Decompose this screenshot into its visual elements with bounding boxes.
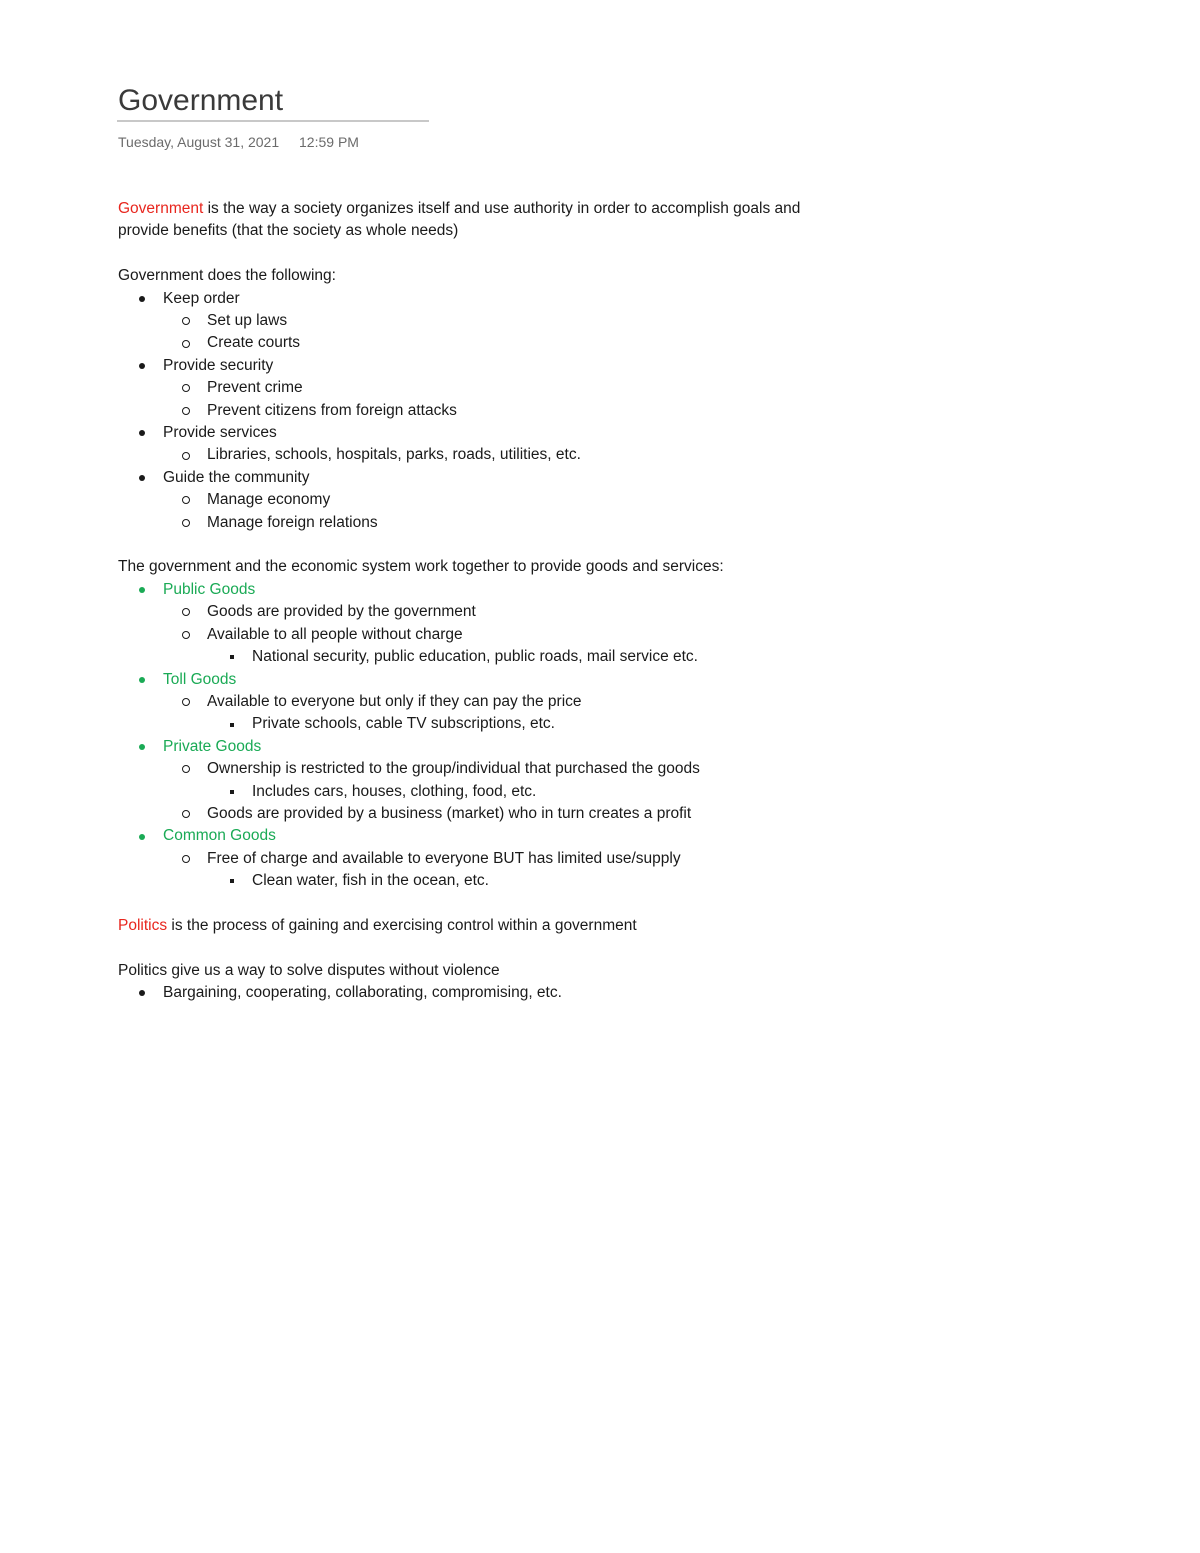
bullet-circle-icon <box>182 340 190 348</box>
function-sublist <box>118 489 878 534</box>
page-date: Tuesday, August 31, 2021 <box>118 134 280 150</box>
goods-detail <box>118 758 878 780</box>
page-time: 12:59 PM <box>299 134 359 150</box>
bullet-dot-icon-wrap <box>139 982 145 1004</box>
goods-type <box>118 736 878 758</box>
bullet-circle-icon-wrap <box>182 512 190 534</box>
bullet-square-icon <box>230 879 234 883</box>
goods-detail-text: Goods are provided by a business (market) who in turn creates a profit <box>207 804 692 822</box>
goods-examples-list <box>118 713 878 735</box>
bullet-circle-icon <box>182 698 190 706</box>
function-subitem <box>118 310 878 332</box>
function-subitem <box>118 332 878 354</box>
bullet-circle-icon <box>182 631 190 639</box>
bullet-dot-icon-wrap <box>139 422 145 444</box>
bullet-dot-icon <box>139 363 145 369</box>
government-term: Government <box>118 200 204 217</box>
function-subitem-text: Create courts <box>207 334 301 352</box>
goods-sublist <box>118 601 878 668</box>
politics-list <box>118 982 878 1004</box>
bullet-circle-icon <box>182 407 190 415</box>
bullet-circle-icon-wrap <box>182 691 190 713</box>
goods-detail-text: Available to all people without charge <box>207 625 463 643</box>
goods-detail <box>118 691 878 713</box>
bullet-dot-icon-wrap <box>139 579 145 601</box>
spacer <box>118 893 878 915</box>
bullet-circle-icon <box>182 855 190 863</box>
goods-type <box>118 579 878 601</box>
politics-item-text: Bargaining, cooperating, collaborating, compromising, etc. <box>163 984 562 1002</box>
bullet-circle-icon <box>182 765 190 773</box>
bullet-circle-icon <box>182 608 190 616</box>
function-subitem-text: Prevent crime <box>207 379 303 397</box>
function-item <box>118 467 878 489</box>
function-item-text: Guide the community <box>163 468 310 486</box>
politics-definition-text: is the process of gaining and exercising control within a government <box>167 916 637 934</box>
goods-type <box>118 825 878 847</box>
bullet-dot-icon-wrap <box>139 467 145 489</box>
bullet-circle-icon-wrap <box>182 758 190 780</box>
bullet-dot-icon-wrap <box>139 736 145 758</box>
bullet-dot-icon-wrap <box>139 288 145 310</box>
bullet-circle-icon-wrap <box>182 624 190 646</box>
goods-example <box>118 781 878 803</box>
bullet-dot-icon <box>139 834 145 840</box>
bullet-dot-icon <box>139 430 145 436</box>
goods-example <box>118 870 878 892</box>
bullet-dot-icon <box>139 677 145 683</box>
goods-example <box>118 713 878 735</box>
bullet-dot-icon <box>139 296 145 302</box>
bullet-dot-icon <box>139 990 145 996</box>
bullet-square-icon-wrap <box>229 781 234 803</box>
bullet-square-icon-wrap <box>229 870 234 892</box>
functions-intro: Government does the following: <box>118 267 336 285</box>
goods-example-text: Private schools, cable TV subscriptions, etc. <box>252 715 555 733</box>
goods-example-text: National security, public education, public roads, mail service etc. <box>252 648 698 666</box>
function-subitem-text: Set up laws <box>207 312 288 330</box>
goods-sublist <box>118 758 878 825</box>
bullet-circle-icon <box>182 317 190 325</box>
politics-intro: Politics give us a way to solve disputes without violence <box>118 961 500 979</box>
bullet-square-icon <box>230 655 234 659</box>
function-sublist <box>118 377 878 422</box>
bullet-circle-icon-wrap <box>182 310 190 332</box>
goods-detail-text: Free of charge and available to everyone BUT has limited use/supply <box>207 849 681 867</box>
function-item <box>118 422 878 444</box>
politics-definition <box>118 915 878 937</box>
goods-detail <box>118 803 878 825</box>
function-item-text: Keep order <box>163 289 240 307</box>
page-timestamp <box>118 132 359 152</box>
page-title: Government <box>118 84 284 117</box>
function-subitem <box>118 444 878 466</box>
government-definition-line-2: provide benefits (that the society as whole needs) <box>118 222 459 240</box>
title-underline <box>117 120 429 122</box>
goods-type-text: Toll Goods <box>163 670 237 688</box>
note-body <box>118 198 878 1005</box>
bullet-circle-icon-wrap <box>182 444 190 466</box>
function-sublist <box>118 310 878 355</box>
function-item-text: Provide security <box>163 356 274 374</box>
bullet-circle-icon-wrap <box>182 803 190 825</box>
function-item <box>118 355 878 377</box>
bullet-circle-icon-wrap <box>182 377 190 399</box>
bullet-circle-icon-wrap <box>182 400 190 422</box>
spacer <box>118 534 878 556</box>
bullet-dot-icon-wrap <box>139 669 145 691</box>
goods-type <box>118 669 878 691</box>
goods-detail-text: Goods are provided by the government <box>207 603 476 621</box>
goods-list <box>118 579 878 893</box>
bullet-circle-icon <box>182 384 190 392</box>
government-definition <box>118 198 878 220</box>
function-item <box>118 288 878 310</box>
bullet-circle-icon <box>182 519 190 527</box>
goods-examples-list <box>118 870 878 892</box>
goods-detail-text: Available to everyone but only if they can pay the price <box>207 692 582 710</box>
bullet-dot-icon <box>139 475 145 481</box>
function-subitem-text: Libraries, schools, hospitals, parks, roads, utilities, etc. <box>207 446 581 464</box>
goods-example-text: Includes cars, houses, clothing, food, etc. <box>252 782 537 800</box>
goods-detail <box>118 601 878 623</box>
goods-examples-list <box>118 646 878 668</box>
bullet-dot-icon <box>139 744 145 750</box>
bullet-circle-icon-wrap <box>182 601 190 623</box>
function-subitem-text: Manage foreign relations <box>207 513 378 531</box>
bullet-dot-icon <box>139 587 145 593</box>
bullet-circle-icon <box>182 496 190 504</box>
goods-type-text: Common Goods <box>163 827 276 845</box>
bullet-square-icon-wrap <box>229 646 234 668</box>
bullet-circle-icon <box>182 810 190 818</box>
function-subitem <box>118 512 878 534</box>
function-subitem <box>118 489 878 511</box>
goods-detail-text: Ownership is restricted to the group/individual that purchased the goods <box>207 760 700 778</box>
goods-sublist <box>118 691 878 736</box>
bullet-circle-icon <box>182 452 190 460</box>
bullet-square-icon <box>230 723 234 727</box>
politics-item <box>118 982 878 1004</box>
function-sublist <box>118 444 878 466</box>
spacer <box>118 243 878 265</box>
bullet-circle-icon-wrap <box>182 489 190 511</box>
goods-detail <box>118 624 878 646</box>
goods-detail <box>118 848 878 870</box>
function-subitem-text: Manage economy <box>207 491 331 509</box>
goods-examples-list <box>118 781 878 803</box>
bullet-circle-icon-wrap <box>182 848 190 870</box>
function-subitem <box>118 400 878 422</box>
goods-example <box>118 646 878 668</box>
bullet-circle-icon-wrap <box>182 332 190 354</box>
function-item-text: Provide services <box>163 424 277 442</box>
politics-term: Politics <box>118 916 168 934</box>
function-subitem <box>118 377 878 399</box>
goods-type-text: Private Goods <box>163 737 262 755</box>
functions-list <box>118 288 878 534</box>
bullet-dot-icon-wrap <box>139 825 145 847</box>
goods-sublist <box>118 848 878 893</box>
spacer <box>118 937 878 959</box>
goods-intro: The government and the economic system work together to provide goods and services: <box>118 558 724 576</box>
bullet-square-icon <box>230 790 234 794</box>
bullet-square-icon-wrap <box>229 713 234 735</box>
function-subitem-text: Prevent citizens from foreign attacks <box>207 401 457 419</box>
goods-example-text: Clean water, fish in the ocean, etc. <box>252 872 489 890</box>
government-definition-line-1: is the way a society organizes itself and use authority in order to accomplish goals and <box>203 200 801 217</box>
bullet-dot-icon-wrap <box>139 355 145 377</box>
goods-type-text: Public Goods <box>163 580 256 598</box>
